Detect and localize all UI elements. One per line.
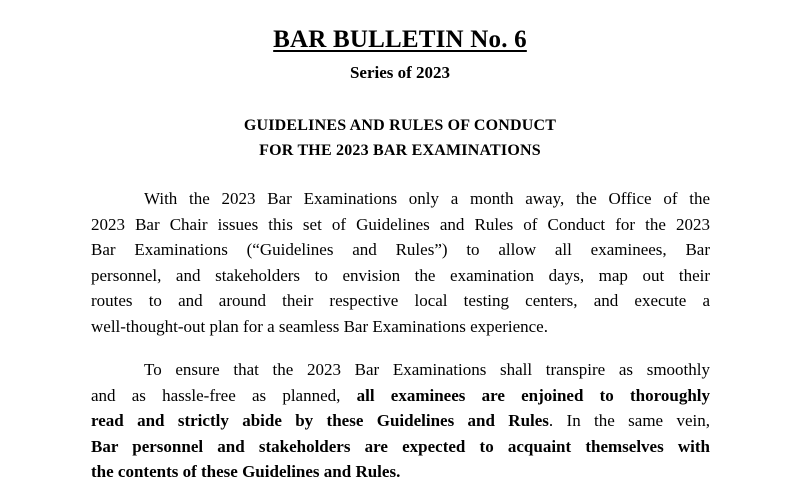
paragraph-1 <box>91 186 710 339</box>
paragraph-2-line <box>91 408 710 434</box>
bulletin-title: BAR BULLETIN No. 6 <box>273 26 527 53</box>
paragraph-2-emphasis-line: Bar personnel and stakeholders are expected to acquaint themselves with <box>91 436 710 456</box>
paragraph-1-line: routes to and around their respective local testing centers, and execute a <box>91 291 710 310</box>
paragraph-2-emphasis-line: the contents of these Guidelines and Rules. <box>91 462 401 481</box>
paragraph-2-line: To ensure that the 2023 Bar Examinations shall transpire as smoothly <box>144 360 710 379</box>
paragraph-2-line <box>91 383 710 409</box>
paragraph-1-line: With the 2023 Bar Examinations only a month away, the Office of the <box>144 189 710 208</box>
paragraph-2 <box>91 357 710 485</box>
paragraph-1-line: 2023 Bar Chair issues this set of Guidelines and Rules of Conduct for the 2023 <box>91 214 710 234</box>
section-heading-line-2: FOR THE 2023 BAR EXAMINATIONS <box>259 142 541 159</box>
paragraph-2-emphasis: all examinees are enjoined to thoroughly <box>356 385 710 405</box>
paragraph-2-text: . In the same vein, <box>548 411 710 430</box>
paragraph-2-text: and as hassle-free as planned, <box>91 385 357 405</box>
paragraph-2-emphasis: read and strictly abide by these Guidelines and Rules <box>91 411 549 430</box>
bulletin-series: Series of 2023 <box>349 63 451 82</box>
paragraph-1-line: Bar Examinations (“Guidelines and Rules”) to allow all examinees, Bar <box>91 240 710 259</box>
section-heading-line-1: GUIDELINES AND RULES OF CONDUCT <box>243 117 557 134</box>
paragraph-1-line: personnel, and stakeholders to envision the examination days, map out their <box>91 265 710 285</box>
paragraph-1-line: well-thought-out plan for a seamless Bar Examinations experience. <box>91 316 548 336</box>
